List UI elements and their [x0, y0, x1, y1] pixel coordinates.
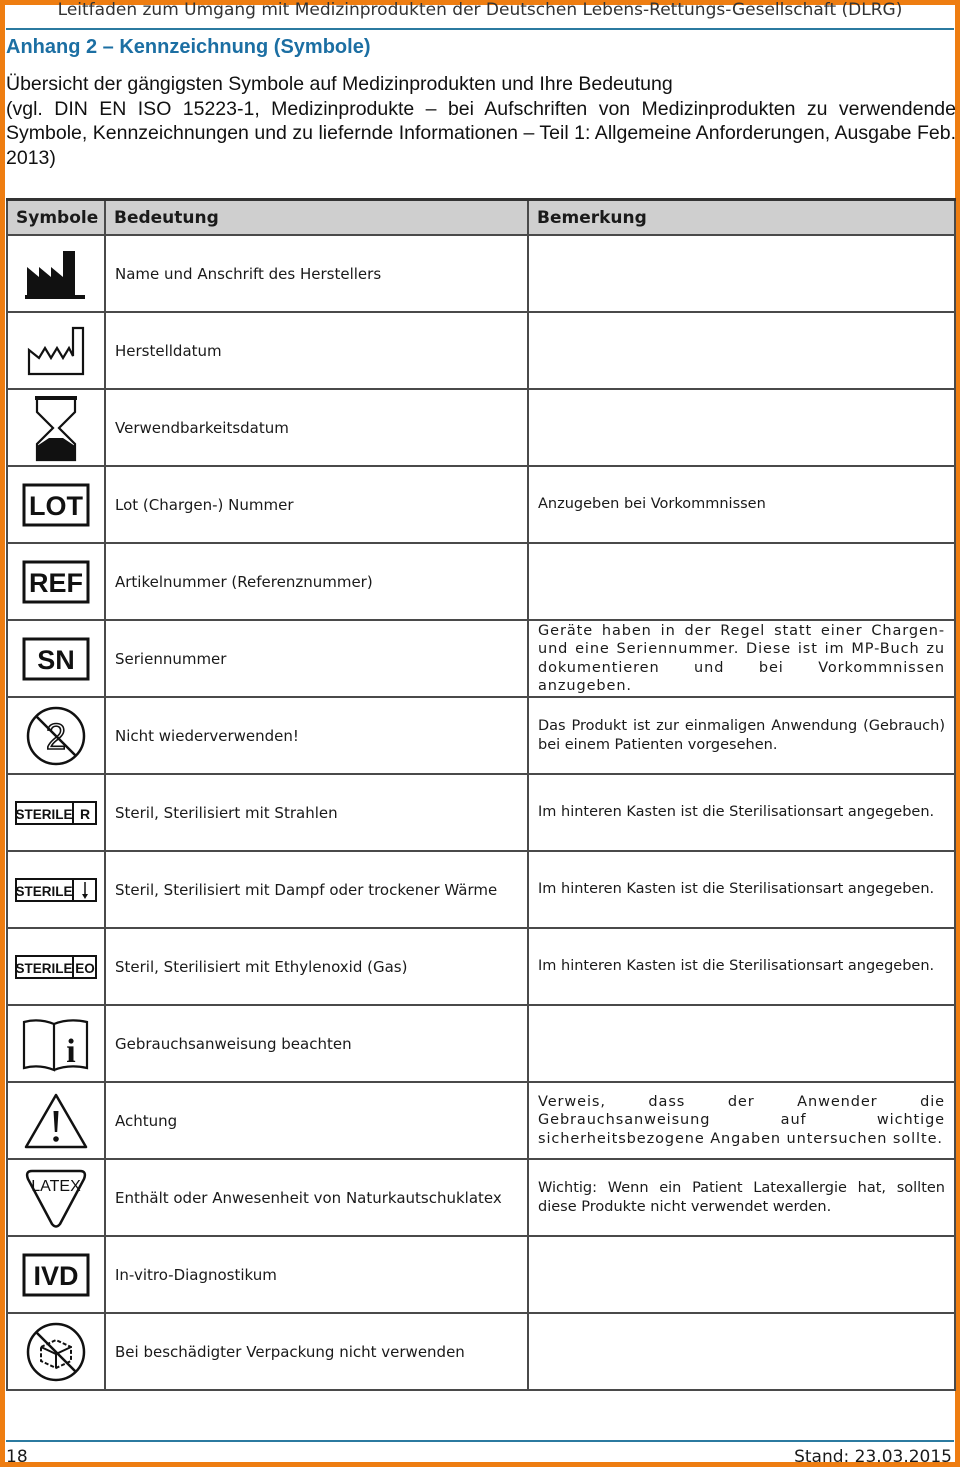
column-header-meaning: Bedeutung	[105, 200, 528, 236]
remark-cell: Anzugeben bei Vorkommnissen	[528, 466, 955, 543]
meaning-cell: Artikelnummer (Referenznummer)	[105, 543, 528, 620]
do-not-reuse-icon	[25, 705, 87, 767]
remark-cell	[528, 1313, 955, 1390]
symbol-cell	[7, 1005, 105, 1082]
date-of-manufacture-icon	[25, 324, 87, 378]
header-rule	[6, 28, 954, 30]
meaning-cell: Seriennummer	[105, 620, 528, 697]
ivd-icon-label: IVD	[33, 1260, 79, 1291]
meaning-cell: Bei beschädigter Verpackung nicht verwenden	[105, 1313, 528, 1390]
table-row	[7, 1005, 955, 1082]
sn-icon	[22, 637, 90, 681]
meaning-cell: Name und Anschrift des Herstellers	[105, 235, 528, 312]
symbol-cell	[7, 389, 105, 466]
meaning-cell: Enthält oder Anwesenheit von Naturkautschuklatex	[105, 1159, 528, 1236]
meaning-cell: Nicht wiederverwenden!	[105, 697, 528, 774]
symbol-cell	[7, 235, 105, 312]
column-header-remark: Bemerkung	[528, 200, 955, 236]
do-not-reuse-icon-label: 2	[45, 715, 67, 757]
table-row	[7, 1313, 955, 1390]
column-header-symbols: Symbole	[7, 200, 105, 236]
sterile-eo-icon-label: STERILE	[15, 960, 73, 976]
table-row	[7, 1082, 955, 1159]
running-head: Leitfaden zum Umgang mit Medizinprodukten der Deutschen Lebens-Rettungs-Gesellschaft (DLRG)	[57, 0, 903, 20]
sterile-r-icon-suffix: R	[79, 805, 91, 822]
intro-line-2: (vgl. DIN EN ISO 15223-1, Medizinprodukte – bei Aufschriften von Medizinprodukten zu verwendende Symbole, Kennzeichnungen und zu liefernde Informationen – Teil 1: Allgemeine Anforderungen, Ausgabe Feb. 2013)	[6, 97, 956, 169]
remark-cell	[528, 389, 955, 466]
instructions-icon-label: i	[66, 1032, 76, 1070]
sterile-eo-icon-suffix: EO	[75, 960, 95, 976]
remark-cell	[528, 1005, 955, 1082]
table-row	[7, 1159, 955, 1236]
caution-icon	[24, 1092, 88, 1150]
table-row	[7, 774, 955, 851]
remark-cell: Verweis, dass der Anwender die Gebrauchsanweisung auf wichtige sicherheitsbezogene Angaben untersuchen sollte.	[528, 1082, 955, 1159]
latex-icon-label: LATEX	[31, 1177, 81, 1195]
symbol-cell	[7, 928, 105, 1005]
symbol-cell	[7, 466, 105, 543]
table-row	[7, 312, 955, 389]
table-row	[7, 389, 955, 466]
meaning-cell: Steril, Sterilisiert mit Ethylenoxid (Gas)	[105, 928, 528, 1005]
table-row	[7, 466, 955, 543]
table-row	[7, 697, 955, 774]
sterile-steam-icon-label: STERILE	[15, 883, 73, 899]
sterile-eo-icon	[15, 954, 97, 980]
symbol-cell	[7, 1159, 105, 1236]
symbol-cell	[7, 1082, 105, 1159]
symbol-cell	[7, 1236, 105, 1313]
symbol-cell	[7, 774, 105, 851]
page-title: Anhang 2 – Kennzeichnung (Symbole)	[6, 36, 371, 58]
meaning-cell: Achtung	[105, 1082, 528, 1159]
remark-cell: Im hinteren Kasten ist die Sterilisationsart angegeben.	[528, 851, 955, 928]
revision-date: Stand: 23.03.2015	[794, 1447, 952, 1467]
sterile-r-icon	[15, 800, 97, 826]
sn-icon-label: SN	[37, 644, 75, 675]
remark-cell	[528, 543, 955, 620]
symbol-cell	[7, 543, 105, 620]
table-row	[7, 928, 955, 1005]
table-row	[7, 620, 955, 697]
damaged-package-icon	[25, 1321, 87, 1383]
lot-icon	[22, 483, 90, 527]
remark-cell: Geräte haben in der Regel statt einer Chargen- und eine Seriennummer. Diese ist im MP-Buch zu dokumentieren und bei Vorkommnissen anzugeben.	[528, 620, 955, 697]
instructions-icon	[21, 1016, 91, 1072]
remark-cell	[528, 235, 955, 312]
remark-cell: Im hinteren Kasten ist die Sterilisationsart angegeben.	[528, 928, 955, 1005]
symbol-cell	[7, 697, 105, 774]
lot-icon-label: LOT	[29, 490, 83, 521]
sterile-r-icon-label: STERILE	[15, 806, 73, 822]
symbol-cell	[7, 620, 105, 697]
remark-cell: Das Produkt ist zur einmaligen Anwendung (Gebrauch) bei einem Patienten vorgesehen.	[528, 697, 955, 774]
manufacturer-icon	[25, 249, 87, 299]
footer-rule	[6, 1440, 954, 1442]
remark-cell: Im hinteren Kasten ist die Sterilisationsart angegeben.	[528, 774, 955, 851]
meaning-cell: Lot (Chargen-) Nummer	[105, 466, 528, 543]
table-row	[7, 1236, 955, 1313]
symbol-cell	[7, 1313, 105, 1390]
symbol-cell	[7, 312, 105, 389]
remark-cell: Wichtig: Wenn ein Patient Latexallergie hat, sollten diese Produkte nicht verwendet werden.	[528, 1159, 955, 1236]
table-row	[7, 543, 955, 620]
meaning-cell: In-vitro-Diagnostikum	[105, 1236, 528, 1313]
ref-icon-label: REF	[29, 567, 83, 598]
meaning-cell: Steril, Sterilisiert mit Strahlen	[105, 774, 528, 851]
intro	[6, 72, 956, 170]
ref-icon	[22, 560, 90, 604]
intro-line-1: Übersicht der gängigsten Symbole auf Medizinprodukten und Ihre Bedeutung	[6, 73, 673, 95]
remark-cell	[528, 312, 955, 389]
meaning-cell: Steril, Sterilisiert mit Dampf oder trockener Wärme	[105, 851, 528, 928]
ivd-icon	[22, 1253, 90, 1297]
meaning-cell: Gebrauchsanweisung beachten	[105, 1005, 528, 1082]
meaning-cell: Herstelldatum	[105, 312, 528, 389]
symbol-table	[6, 198, 956, 1391]
page-number: 18	[6, 1447, 28, 1467]
sterile-steam-icon	[15, 877, 97, 903]
table-row	[7, 235, 955, 312]
table-header-row	[7, 200, 955, 236]
meaning-cell: Verwendbarkeitsdatum	[105, 389, 528, 466]
symbol-cell	[7, 851, 105, 928]
latex-icon	[24, 1167, 88, 1229]
hourglass-icon	[31, 394, 81, 462]
table-row	[7, 851, 955, 928]
remark-cell	[528, 1236, 955, 1313]
